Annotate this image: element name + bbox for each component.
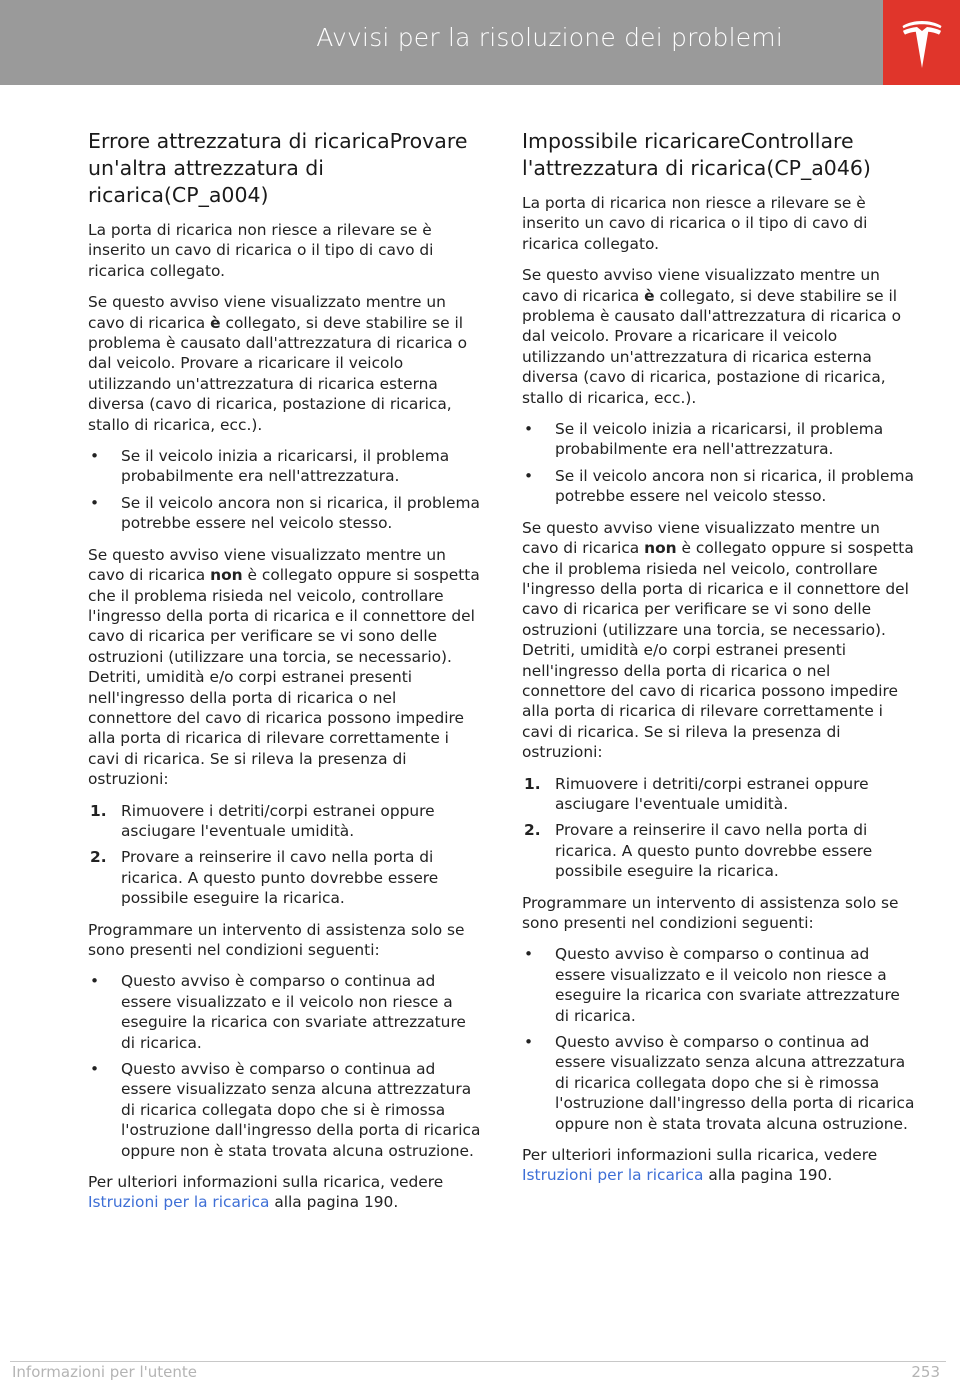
paragraph: Se questo avviso viene visualizzato mentre un cavo di ricarica non è collegato oppure si sospetta che il problema risieda nel veicolo, controllare l'ingresso della porta di ricarica e il connettore del cavo di ricarica per verificare se vi sono delle ostruzioni (utilizzare una torcia, se necessario). Detriti, umidità e/o corpi estranei presenti nell'ingresso della porta di ricarica o nel connettore del cavo di ricarica possono impedire alla porta di ricarica di rilevare correttamente i cavi di ricarica. Se si rileva la presenza di ostruzioni: (522, 518, 914, 762)
charging-instructions-link[interactable]: Istruzioni per la ricarica (522, 1166, 704, 1185)
logo-box (883, 0, 960, 85)
numbered-list (522, 774, 917, 882)
emphasis: non (644, 539, 677, 558)
footer-divider (10, 1361, 946, 1362)
list-item: • Se il veicolo ancora non si ricarica, il problema potrebbe essere nel veicolo stesso. (90, 493, 480, 533)
paragraph: Per ulteriori informazioni sulla ricarica, vedere Istruzioni per la ricarica alla pagina 190. (522, 1146, 878, 1185)
list-item: • Se il veicolo inizia a ricaricarsi, il problema probabilmente era nell'attrezzatura. (524, 420, 884, 459)
paragraph: La porta di ricarica non riesce a rilevare se è inserito un cavo di ricarica o il tipo di cavo di ricarica collegato. (88, 221, 434, 280)
list-item: • Questo avviso è comparso o continua ad essere visualizzato e il veicolo non riesce a eseguire la ricarica con svariate attrezzature di ricarica. (524, 945, 900, 1025)
left-column (88, 128, 483, 1224)
paragraph: Programmare un intervento di assistenza solo se sono presenti nel condizioni seguenti: (88, 920, 465, 959)
list-item: 2. Provare a reinserire il cavo nella porta di ricarica. A questo punto dovrebbe essere possibile eseguire la ricarica. (524, 821, 873, 881)
emphasis: non (210, 566, 243, 585)
right-column (522, 128, 917, 1197)
tesla-logo-icon (899, 17, 945, 69)
bullet-list (88, 971, 483, 1161)
bullet-list (88, 446, 483, 534)
list-item: 1. Rimuovere i detriti/corpi estranei oppure asciugare l'eventuale umidità. (524, 774, 869, 813)
list-item: • Se il veicolo inizia a ricaricarsi, il problema probabilmente era nell'attrezzatura. (90, 447, 450, 486)
paragraph: La porta di ricarica non riesce a rilevare se è inserito un cavo di ricarica o il tipo di cavo di ricarica collegato. (522, 194, 868, 253)
numbered-list (88, 801, 483, 909)
charging-instructions-link[interactable]: Istruzioni per la ricarica (88, 1193, 270, 1212)
page-section-title: Avvisi per la risoluzione dei problemi (316, 23, 783, 52)
page-number: 253 (911, 1363, 940, 1381)
header-band (0, 0, 883, 85)
paragraph: Se questo avviso viene visualizzato mentre un cavo di ricarica è collegato, si deve stabilire se il problema è causato dall'attrezzatura di ricarica o dal veicolo. Provare a ricaricare il veicolo utilizzando un'attrezzatura di ricarica esterna diversa (cavo di ricarica, postazione di ricarica, stallo di ricarica, ecc.). (88, 293, 468, 434)
paragraph: Se questo avviso viene visualizzato mentre un cavo di ricarica è collegato, si deve stabilire se il problema è causato dall'attrezzatura di ricarica o dal veicolo. Provare a ricaricare il veicolo utilizzando un'attrezzatura di ricarica esterna diversa (cavo di ricarica, postazione di ricarica, stallo di ricarica, ecc.). (522, 266, 902, 407)
bullet-list (522, 944, 917, 1134)
list-item: • Se il veicolo ancora non si ricarica, il problema potrebbe essere nel veicolo stesso. (524, 466, 914, 506)
paragraph: Se questo avviso viene visualizzato mentre un cavo di ricarica non è collegato oppure si sospetta che il problema risieda nel veicolo, controllare l'ingresso della porta di ricarica e il connettore del cavo di ricarica per verificare se vi sono delle ostruzioni (utilizzare una torcia, se necessario). Detriti, umidità e/o corpi estranei presenti nell'ingresso della porta di ricarica o nel connettore del cavo di ricarica possono impedire alla porta di ricarica di rilevare correttamente i cavi di ricarica. Se si rileva la presenza di ostruzioni: (88, 545, 480, 789)
list-item: • Questo avviso è comparso o continua ad essere visualizzato senza alcuna attrezzatura di ricarica collegata dopo che si è rimossa l'ostruzione dall'ingresso della porta di ricarica oppure non è stata trovata alcuna ostruzione. (524, 1033, 915, 1133)
emphasis: è (210, 313, 221, 332)
list-item: 1. Rimuovere i detriti/corpi estranei oppure asciugare l'eventuale umidità. (90, 801, 435, 840)
bullet-list (522, 419, 917, 507)
list-item: 2. Provare a reinserire il cavo nella porta di ricarica. A questo punto dovrebbe essere possibile eseguire la ricarica. (90, 848, 439, 908)
list-item: • Questo avviso è comparso o continua ad essere visualizzato e il veicolo non riesce a eseguire la ricarica con svariate attrezzature di ricarica. (90, 972, 466, 1052)
paragraph: Per ulteriori informazioni sulla ricarica, vedere Istruzioni per la ricarica alla pagina 190. (88, 1173, 444, 1212)
section-heading: Errore attrezzatura di ricaricaProvare un'altra attrezzatura di ricarica(CP_a004) (88, 129, 468, 207)
paragraph: Programmare un intervento di assistenza solo se sono presenti nel condizioni seguenti: (522, 893, 899, 932)
emphasis: è (644, 286, 655, 305)
footer-section-label: Informazioni per l'utente (12, 1363, 197, 1381)
list-item: • Questo avviso è comparso o continua ad essere visualizzato senza alcuna attrezzatura di ricarica collegata dopo che si è rimossa l'ostruzione dall'ingresso della porta di ricarica oppure non è stata trovata alcuna ostruzione. (90, 1060, 481, 1160)
section-heading: Impossibile ricaricareControllare l'attrezzatura di ricarica(CP_a046) (522, 129, 871, 180)
